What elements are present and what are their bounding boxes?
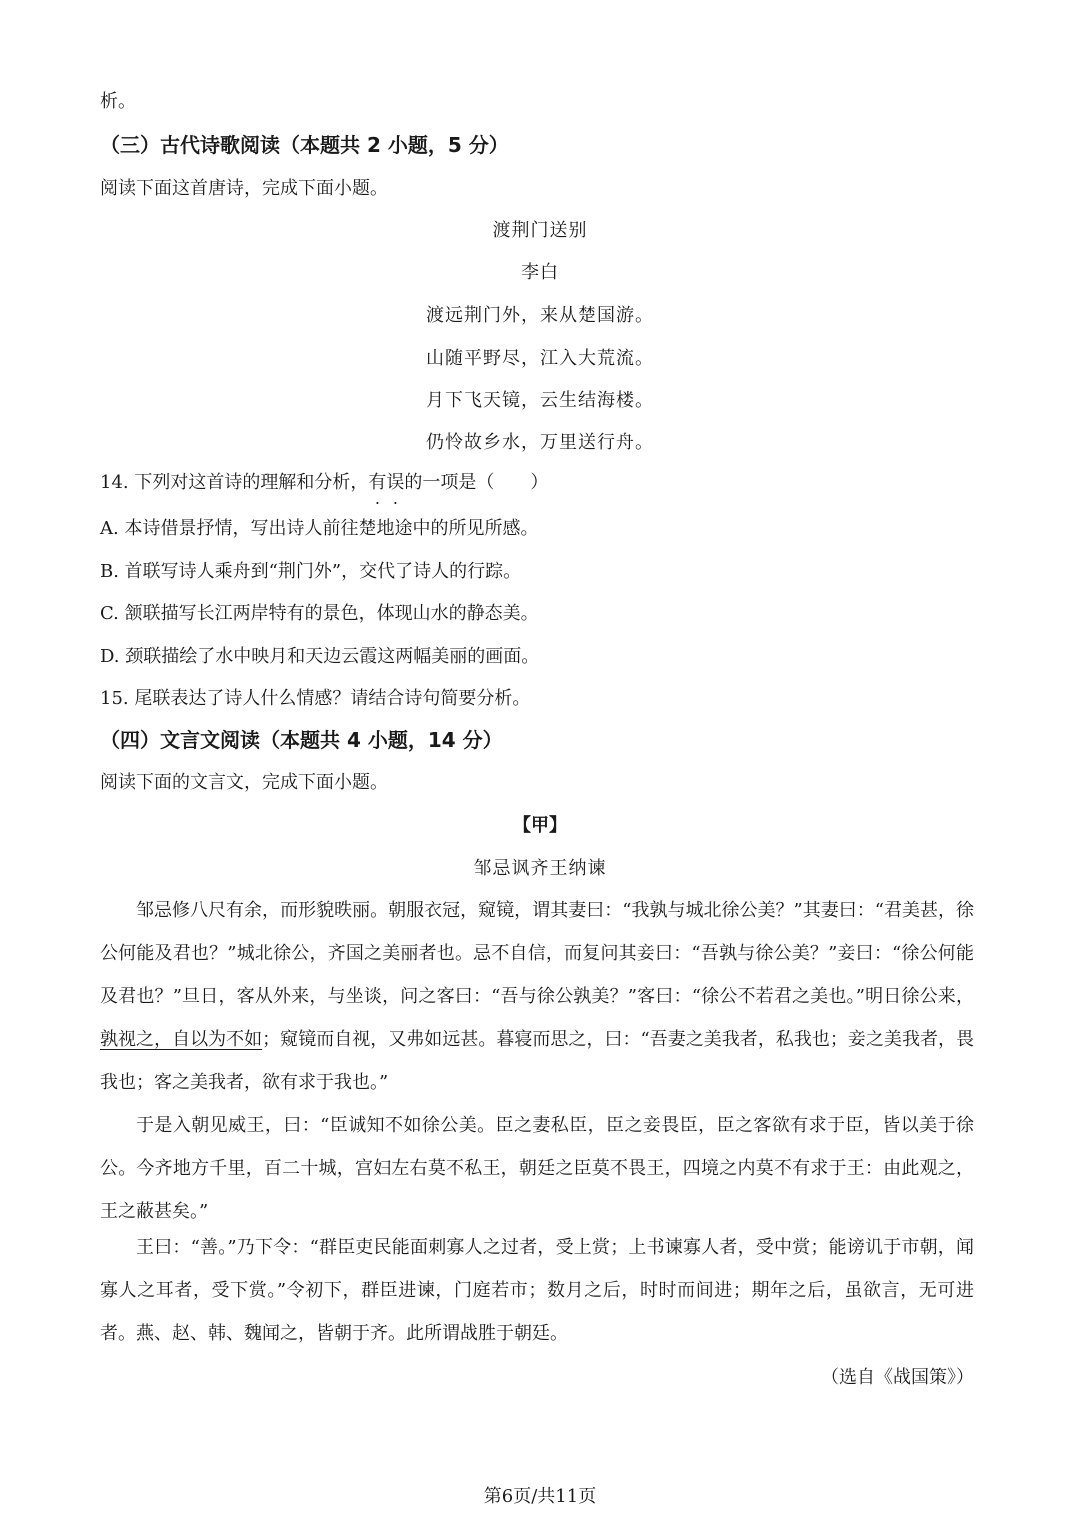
page-number: 第6页/共11页 bbox=[483, 1486, 597, 1507]
section-4-instruction: 阅读下面的文言文，完成下面小题。 bbox=[100, 772, 388, 793]
text-marker-jia: 【甲】 bbox=[513, 815, 567, 836]
paragraph-1-text-b: ；窥镜而自视，又弗如远甚。暮寝而思之，曰：“吾妻之美我者，私我也；妾之美我者，畏我也；客之美我者，欲有求于我也。” bbox=[100, 1029, 975, 1093]
section-4-heading: （四）文言文阅读（本题共 4 小题，14 分） bbox=[100, 728, 503, 752]
option-d: D. 颈联描绘了水中映月和天边云霞这两幅美丽的画面。 bbox=[100, 646, 540, 667]
option-b: B. 首联写诗人乘舟到“荆门外”，交代了诗人的行踪。 bbox=[100, 561, 522, 582]
question-15: 15. 尾联表达了诗人什么情感？请结合诗句简要分析。 bbox=[100, 688, 531, 709]
paragraph-2-text: 于是入朝见威王，曰：“臣诚知不如徐公美。臣之妻私臣，臣之妾畏臣，臣之客欲有求于臣，皆以美于徐公。今齐地方千里，百二十城，宫妇左右莫不私王，朝廷之臣莫不畏王，四境之内莫不有求于王：由此观之，王之蔽甚矣。” bbox=[100, 1115, 974, 1222]
paragraph-1-text-a: 邹忌修八尺有余，而形貌昳丽。朝服衣冠，窥镜，谓其妻曰：“我孰与城北徐公美？”其妻曰：“君美甚，徐公何能及君也？”城北徐公，齐国之美丽者也。忌不自信，而复问其妾曰：“吾孰与徐公美？”妾曰：“徐公何能及君也？”旦日，客从外来，与坐谈，问之客曰：“吾与徐公孰美？”客曰：“徐公不若君之美也。”明日徐公来， bbox=[100, 900, 974, 1007]
previous-page-fragment: 析。 bbox=[100, 91, 136, 112]
poem-line: 月下飞天镜，云生结海楼。 bbox=[426, 390, 654, 411]
question-14 bbox=[100, 471, 548, 495]
section-3-instruction: 阅读下面这首唐诗，完成下面小题。 bbox=[100, 178, 388, 199]
paragraph-1 bbox=[100, 889, 974, 1104]
poem-line: 仍怜故乡水，万里送行舟。 bbox=[426, 432, 654, 453]
question-14-suffix: 的一项是（ ） bbox=[404, 472, 549, 493]
emphasis-char-wu: 误 bbox=[386, 472, 405, 493]
poem-title: 渡荆门送别 bbox=[492, 220, 588, 241]
paragraph-3-text: 王曰：“善。”乃下令：“群臣吏民能面刺寡人之过者，受上赏；上书谏寡人者，受中赏；能谤讥于市朝，闻寡人之耳者，受下赏。”令初下，群臣进谏，门庭若市；数月之后，时时而间进；期年之后，虽欲言，无可进者。燕、赵、韩、魏闻之，皆朝于齐。此所谓战胜于朝廷。 bbox=[100, 1237, 974, 1344]
poem-line: 山随平野尽，江入大荒流。 bbox=[426, 348, 654, 369]
question-14-prefix: 14. 下列对这首诗的理解和分析， bbox=[100, 472, 369, 493]
paragraph-3 bbox=[100, 1226, 974, 1355]
underlined-phrase: 孰视之，自以为不如 bbox=[100, 1029, 263, 1050]
poem-author: 李白 bbox=[521, 262, 559, 283]
option-a: A. 本诗借景抒情，写出诗人前往楚地途中的所见所感。 bbox=[100, 518, 539, 539]
poem-line: 渡远荆门外，来从楚国游。 bbox=[426, 305, 654, 326]
paragraph-2 bbox=[100, 1104, 974, 1233]
option-c: C. 颔联描写长江两岸特有的景色，体现山水的静态美。 bbox=[100, 603, 539, 624]
emphasis-char-you: 有 bbox=[368, 472, 387, 493]
classical-text-title: 邹忌讽齐王纳谏 bbox=[473, 858, 607, 879]
source-citation: （选自《战国策》） bbox=[821, 1367, 974, 1388]
section-3-heading: （三）古代诗歌阅读（本题共 2 小题，5 分） bbox=[100, 133, 509, 157]
